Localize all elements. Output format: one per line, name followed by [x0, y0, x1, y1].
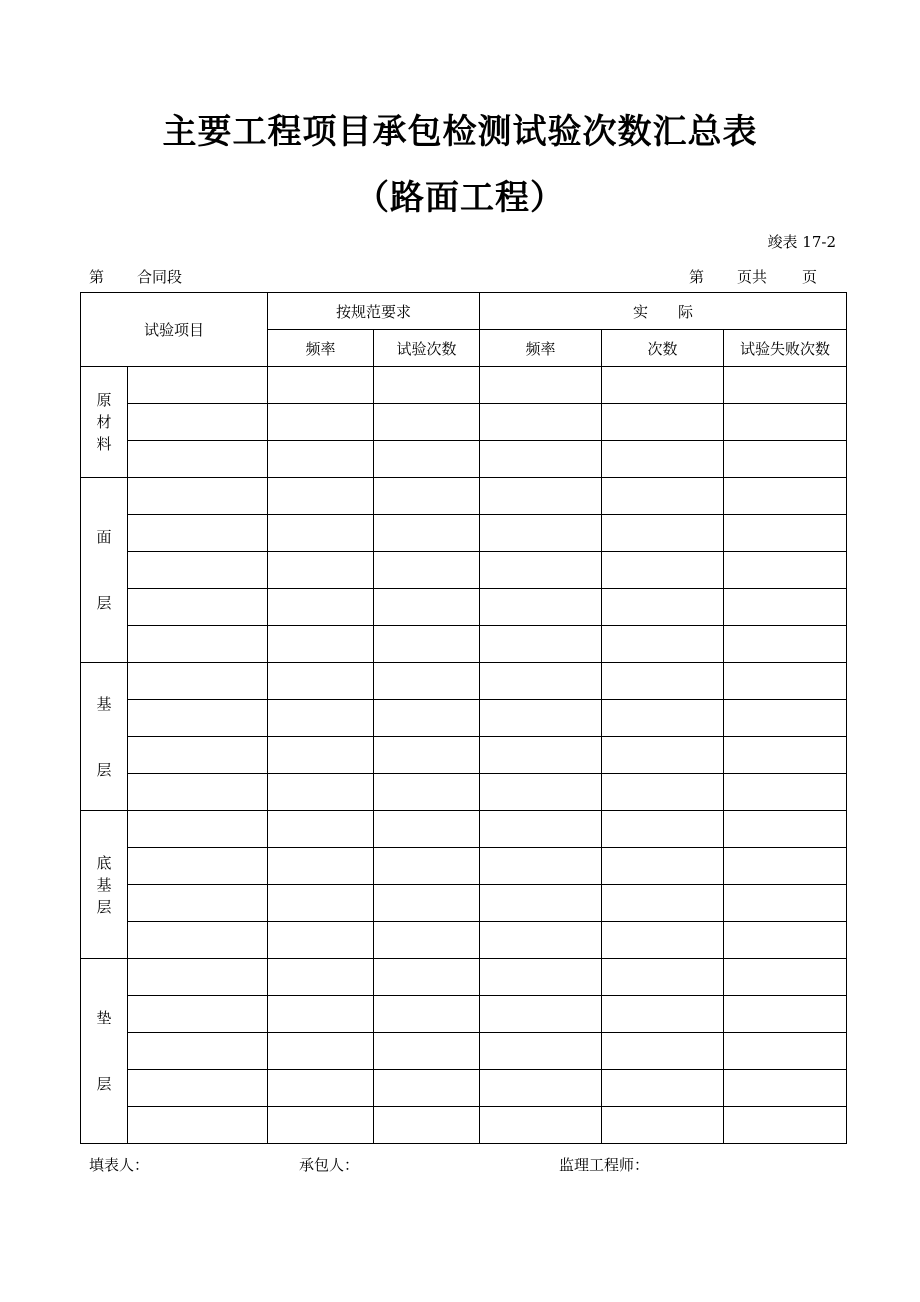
table-row — [81, 700, 847, 737]
table-cell[interactable] — [602, 626, 724, 663]
table-cell[interactable] — [374, 626, 480, 663]
table-cell[interactable] — [268, 404, 374, 441]
table-cell[interactable] — [374, 885, 480, 922]
table-cell[interactable] — [724, 1107, 847, 1144]
page-mid: 页共 — [737, 268, 768, 286]
table-cell[interactable] — [602, 478, 724, 515]
test-summary-table — [80, 292, 847, 1144]
table-cell[interactable] — [374, 478, 480, 515]
table-cell[interactable] — [128, 737, 268, 774]
table-cell[interactable] — [480, 589, 602, 626]
header-fail-count: 试验失败次数 — [724, 330, 847, 367]
table-cell[interactable] — [268, 441, 374, 478]
table-cell[interactable] — [724, 774, 847, 811]
table-cell[interactable] — [602, 737, 724, 774]
table-cell[interactable] — [374, 700, 480, 737]
table-cell[interactable] — [128, 589, 268, 626]
table-cell[interactable] — [480, 1070, 602, 1107]
table-cell[interactable] — [480, 1107, 602, 1144]
table-cell[interactable] — [480, 552, 602, 589]
table-cell[interactable] — [480, 663, 602, 700]
table-cell[interactable] — [480, 922, 602, 959]
table-cell[interactable] — [724, 589, 847, 626]
table-cell[interactable] — [128, 700, 268, 737]
page-prefix: 第 — [689, 268, 705, 286]
table-cell[interactable] — [602, 1107, 724, 1144]
table-cell[interactable] — [724, 515, 847, 552]
table-row — [81, 663, 847, 700]
table-cell[interactable] — [480, 996, 602, 1033]
table-cell[interactable] — [128, 774, 268, 811]
header-row-1 — [81, 293, 847, 330]
table-cell[interactable] — [602, 663, 724, 700]
page-suffix: 页 — [802, 268, 818, 286]
table-cell[interactable] — [374, 959, 480, 996]
table-cell[interactable] — [602, 922, 724, 959]
table-cell[interactable] — [602, 848, 724, 885]
table-cell[interactable] — [480, 1033, 602, 1070]
table-cell[interactable] — [602, 404, 724, 441]
table-cell[interactable] — [724, 1033, 847, 1070]
table-cell[interactable] — [724, 552, 847, 589]
contract-prefix: 第 — [89, 268, 105, 286]
table-row — [81, 885, 847, 922]
table-cell[interactable] — [128, 811, 268, 848]
table-cell[interactable] — [268, 848, 374, 885]
table-cell[interactable] — [602, 774, 724, 811]
table-cell[interactable] — [128, 441, 268, 478]
table-cell[interactable] — [374, 663, 480, 700]
table-cell[interactable] — [374, 441, 480, 478]
table-cell[interactable] — [268, 589, 374, 626]
table-cell[interactable] — [128, 626, 268, 663]
table-cell[interactable] — [480, 959, 602, 996]
table-cell[interactable] — [268, 663, 374, 700]
table-row — [81, 737, 847, 774]
table-row — [81, 811, 847, 848]
table-cell[interactable] — [268, 1033, 374, 1070]
table-cell[interactable] — [724, 811, 847, 848]
table-cell[interactable] — [480, 626, 602, 663]
table-cell[interactable] — [128, 367, 268, 404]
table-cell[interactable] — [128, 478, 268, 515]
table-row — [81, 367, 847, 404]
section-label: 原 材 料 — [81, 367, 128, 478]
table-cell[interactable] — [268, 996, 374, 1033]
table-cell[interactable] — [374, 922, 480, 959]
table-cell[interactable] — [268, 959, 374, 996]
table-row — [81, 1070, 847, 1107]
table-cell[interactable] — [374, 737, 480, 774]
table-cell[interactable] — [724, 626, 847, 663]
table-cell[interactable] — [374, 848, 480, 885]
table-cell[interactable] — [128, 922, 268, 959]
table-cell[interactable] — [724, 1070, 847, 1107]
table-row — [81, 848, 847, 885]
table-cell[interactable] — [724, 959, 847, 996]
table-cell[interactable] — [602, 1033, 724, 1070]
footer-filler: 填表人： — [89, 1156, 150, 1174]
table-row — [81, 515, 847, 552]
table-cell[interactable] — [268, 552, 374, 589]
table-cell[interactable] — [374, 367, 480, 404]
table-cell[interactable] — [128, 1107, 268, 1144]
table-cell[interactable] — [128, 996, 268, 1033]
table-row — [81, 1033, 847, 1070]
table-cell[interactable] — [602, 441, 724, 478]
table-cell[interactable] — [128, 404, 268, 441]
table-cell[interactable] — [128, 1033, 268, 1070]
table-cell[interactable] — [268, 367, 374, 404]
table-cell[interactable] — [268, 774, 374, 811]
table-cell[interactable] — [480, 367, 602, 404]
table-row — [81, 404, 847, 441]
section-label: 底 基 层 — [81, 811, 128, 959]
table-row — [81, 996, 847, 1033]
table-cell[interactable] — [724, 367, 847, 404]
table-cell[interactable] — [480, 478, 602, 515]
table-cell[interactable] — [724, 848, 847, 885]
table-cell[interactable] — [480, 811, 602, 848]
table-row — [81, 552, 847, 589]
table-cell[interactable] — [268, 515, 374, 552]
table-cell[interactable] — [268, 626, 374, 663]
table-cell[interactable] — [374, 552, 480, 589]
table-cell[interactable] — [128, 663, 268, 700]
table-cell[interactable] — [602, 811, 724, 848]
header-actual-count: 次数 — [602, 330, 724, 367]
table-cell[interactable] — [480, 848, 602, 885]
table-row — [81, 1107, 847, 1144]
section-label: 面 层 — [81, 478, 128, 663]
form-title: 主要工程项目承包检测试验次数汇总表 — [162, 112, 758, 152]
table-row — [81, 589, 847, 626]
table-cell[interactable] — [128, 1070, 268, 1107]
header-item: 试验项目 — [81, 293, 268, 367]
table-cell[interactable] — [602, 1070, 724, 1107]
table-cell[interactable] — [602, 589, 724, 626]
header-spec: 按规范要求 — [268, 293, 480, 330]
table-cell[interactable] — [602, 885, 724, 922]
table-cell[interactable] — [480, 774, 602, 811]
table-cell[interactable] — [268, 737, 374, 774]
table-cell[interactable] — [602, 515, 724, 552]
table-row — [81, 959, 847, 996]
header-spec-count: 试验次数 — [374, 330, 480, 367]
table-cell[interactable] — [268, 1070, 374, 1107]
table-cell[interactable] — [480, 404, 602, 441]
table-cell[interactable] — [602, 700, 724, 737]
table-cell[interactable] — [268, 811, 374, 848]
contract-suffix: 合同段 — [137, 268, 183, 286]
table-cell[interactable] — [724, 441, 847, 478]
form-subtitle: （路面工程） — [355, 178, 565, 218]
table-cell[interactable] — [724, 700, 847, 737]
section-label: 基 层 — [81, 663, 128, 811]
table-cell[interactable] — [724, 885, 847, 922]
table-cell[interactable] — [268, 1107, 374, 1144]
table-cell[interactable] — [374, 1070, 480, 1107]
table-cell[interactable] — [374, 1033, 480, 1070]
table-cell[interactable] — [602, 552, 724, 589]
table-cell[interactable] — [480, 700, 602, 737]
table-cell[interactable] — [724, 478, 847, 515]
table-row — [81, 478, 847, 515]
table-cell[interactable] — [128, 515, 268, 552]
table-cell[interactable] — [724, 737, 847, 774]
table-cell[interactable] — [480, 515, 602, 552]
table-cell[interactable] — [374, 996, 480, 1033]
table-cell[interactable] — [724, 404, 847, 441]
table-cell[interactable] — [374, 515, 480, 552]
form-code: 竣表 17-2 — [767, 233, 836, 251]
table-cell[interactable] — [268, 478, 374, 515]
table-row — [81, 626, 847, 663]
table-cell[interactable] — [374, 774, 480, 811]
footer-supervisor: 监理工程师： — [559, 1156, 650, 1174]
table-cell[interactable] — [602, 367, 724, 404]
table-cell[interactable] — [268, 700, 374, 737]
table-cell[interactable] — [374, 1107, 480, 1144]
table-cell[interactable] — [128, 848, 268, 885]
table-cell[interactable] — [374, 811, 480, 848]
footer-contractor: 承包人： — [299, 1156, 360, 1174]
table-cell[interactable] — [480, 737, 602, 774]
table-cell[interactable] — [602, 996, 724, 1033]
table-cell[interactable] — [724, 922, 847, 959]
table-cell[interactable] — [374, 589, 480, 626]
table-row — [81, 441, 847, 478]
table-cell[interactable] — [724, 996, 847, 1033]
table-cell[interactable] — [268, 885, 374, 922]
table-cell[interactable] — [128, 885, 268, 922]
table-cell[interactable] — [602, 959, 724, 996]
header-actual-frequency: 频率 — [480, 330, 602, 367]
section-label: 垫 层 — [81, 959, 128, 1144]
table-cell[interactable] — [374, 404, 480, 441]
table-cell[interactable] — [268, 922, 374, 959]
table-cell[interactable] — [724, 663, 847, 700]
table-cell[interactable] — [128, 552, 268, 589]
table-row — [81, 774, 847, 811]
header-spec-frequency: 频率 — [268, 330, 374, 367]
header-actual: 实 际 — [480, 293, 847, 330]
table-row — [81, 922, 847, 959]
table-cell[interactable] — [480, 441, 602, 478]
table-cell[interactable] — [480, 885, 602, 922]
table-cell[interactable] — [128, 959, 268, 996]
